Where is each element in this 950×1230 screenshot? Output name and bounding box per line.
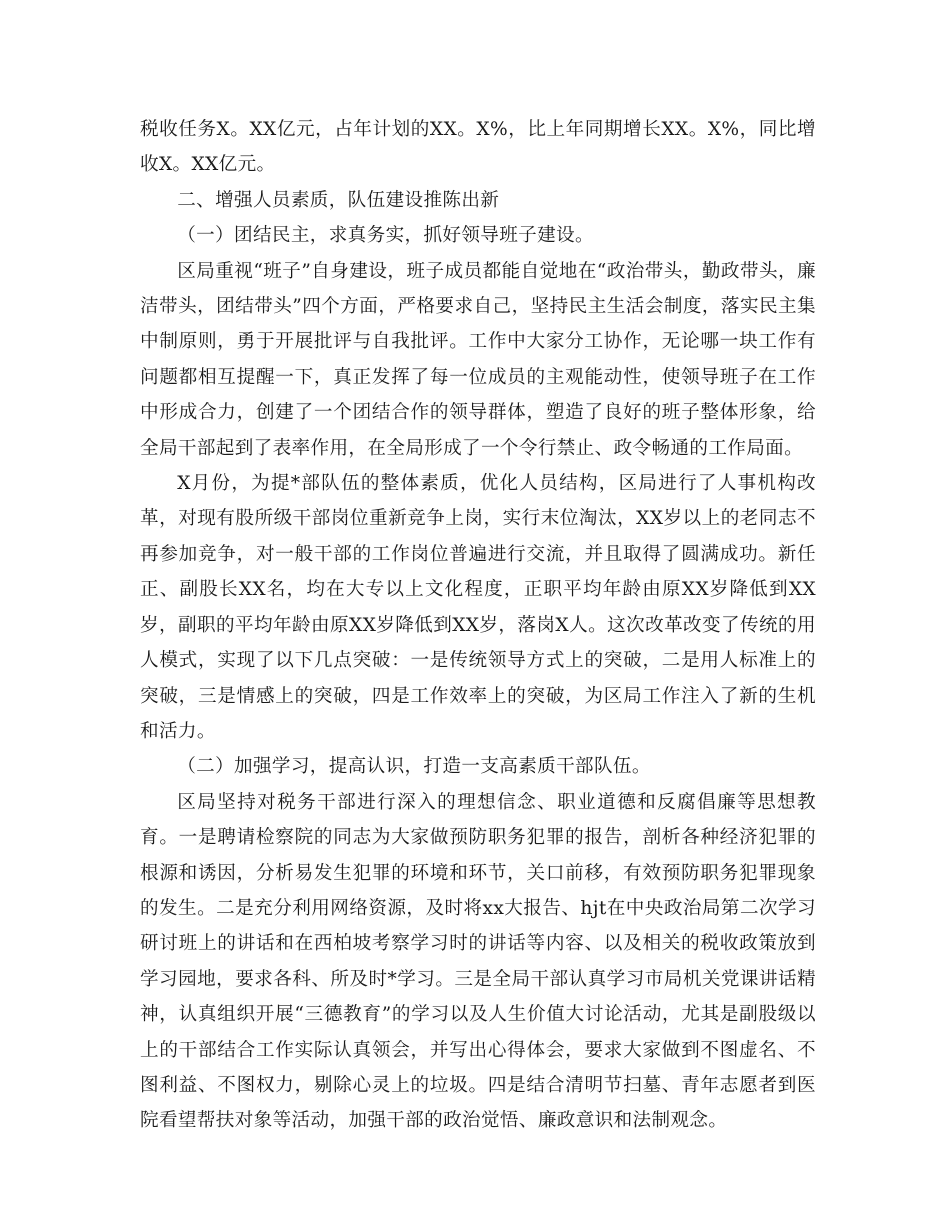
paragraph-education: 区局坚持对税务干部进行深入的理想信念、职业道德和反腐倡廉等思想教育。一是聘请检察院的同志为大家做预防职务犯罪的报告，剖析各种经济犯罪的根源和诱因，分析易发生犯罪的环境和环节，关口前移，有效预防职务犯罪现象的发生。二是充分利用网络资源，及时将xx大报告、hjt在中央政治局第二次学习研讨班上的讲话和在西柏坡考察学习时的讲话等内容、以及相关的税收政策放到学习园地，要求各科、所及时*学习。三是全局干部认真学习市局机关党课讲话精神，认真组织开展“三德教育”的学习以及人生价值大讨论活动，尤其是副股级以上的干部结合工作实际认真领会，并写出心得体会，要求大家做到不图虚名、不图利益、不图权力，剔除心灵上的垃圾。四是结合清明节扫墓、青年志愿者到医院看望帮扶对象等活动，加强干部的政治觉悟、廉政意识和法制观念。 — [140, 791, 816, 1132]
paragraph-leadership-building: 区局重视“班子”自身建设，班子成员都能自觉地在“政治带头，勤政带头，廉洁带头，团结带头”四个方面，严格要求自己，坚持民主生活会制度，落实民主集中制原则，勇于开展批评与自我批评。工作中大家分工协作，无论哪一块工作有问题都相互提醒一下，真正发挥了每一位成员的主观能动性，使领导班子在工作中形成合力，创建了一个团结合作的领导群体，塑造了良好的班子整体形象，给全局干部起到了表率作用，在全局形成了一个令行禁止、政令畅通的工作局面。 — [140, 260, 816, 459]
document-body — [140, 112, 816, 1139]
paragraph-personnel-reform: X月份，为提*部队伍的整体素质，优化人员结构，区局进行了人事机构改革，对现有股所级干部岗位重新竞争上岗，实行末位淘汰，XX岁以上的老同志不再参加竞争，对一般干部的工作岗位普遍进行交流，并且取得了圆满成功。新任正、副股长XX名，均在大专以上文化程度，正职平均年龄由原XX岁降低到XX岁，副职的平均年龄由原XX岁降低到XX岁，落岗X人。这次改革改变了传统的用人模式，实现了以下几点突破：一是传统领导方式上的突破，二是用人标准上的突破，三是情感上的突破，四是工作效率上的突破，为区局工作注入了新的生机和活力。 — [140, 473, 816, 742]
subsection-heading-study: （二）加强学习，提高认识，打造一支高素质干部队伍。 — [177, 756, 651, 778]
paragraph-tax-revenue: 税收任务X。XX亿元，占年计划的XX。X%，比上年同期增长XX。X%，同比增收X。XX亿元。 — [140, 119, 816, 176]
subsection-heading-leadership: （一）团结民主，求真务实，抓好领导班子建设。 — [177, 225, 594, 247]
section-heading-staff-quality: 二、增强人员素质，队伍建设推陈出新 — [177, 189, 500, 211]
